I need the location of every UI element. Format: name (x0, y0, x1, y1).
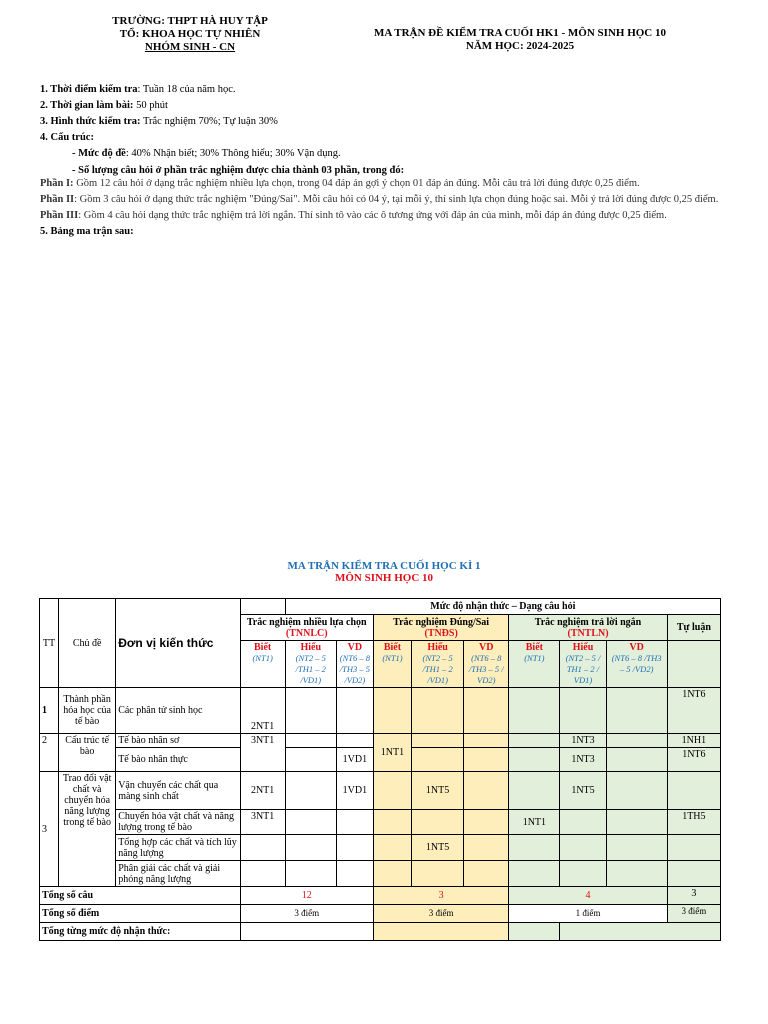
level-code: (NT2 – 5 /TH1 – 2 /VD1) (295, 653, 326, 685)
total-levels-cell (373, 923, 508, 941)
total-levels-label: Tổng từng mức độ nhận thức: (40, 923, 241, 941)
matrix-title: MA TRẬN KIỂM TRA CUỐI HỌC KÌ 1 (287, 560, 481, 572)
cell-chude: Thành phần hóa học của tế bào (59, 688, 116, 734)
group-tnnlc (240, 615, 373, 641)
level-hieu (412, 641, 464, 688)
intro-line-4b: - Số lượng câu hỏi ở phần trắc nghiệm được chia thành 03 phần, trong đó: (72, 165, 405, 176)
cell-empty (285, 688, 336, 734)
cell-empty (285, 835, 336, 861)
cell-value: 1NT5 (412, 835, 464, 861)
cell-empty (560, 810, 606, 835)
cell-donvi: Vận chuyển các chất qua màng sinh chất (116, 772, 240, 810)
col-chude: Chủ đề (59, 599, 116, 688)
cell-empty (285, 810, 336, 835)
level-label: Biết (254, 642, 272, 653)
cell-empty (606, 688, 667, 734)
cell-empty (285, 772, 336, 810)
school-name: TRƯỜNG: THPT HÀ HUY TẬP (112, 15, 268, 27)
cell-empty (509, 748, 560, 772)
intro-text: : Tuần 18 của năm học. (137, 84, 236, 95)
cell-value: 2NT1 (240, 688, 285, 734)
cell-empty (667, 772, 720, 810)
level-code: (NT6 – 8 /TH3 – 5 / VD2) (468, 653, 504, 685)
total-levels-cell (240, 923, 373, 941)
part-3 (40, 209, 745, 222)
empty-cell (667, 641, 720, 688)
cell-empty (509, 772, 560, 810)
intro-line-4a (40, 146, 745, 162)
intro-text: Trắc nghiệm 70%; Tự luận 30% (140, 116, 278, 127)
cell-value: 3NT1 (240, 734, 285, 772)
intro-text: Gồm 12 câu hỏi ở dạng trắc nghiệm nhiều lựa chọn, trong 04 đáp án gợi ý chọn 01 đáp án đúng. Mỗi câu trả lời đúng được 0,25 điểm. (73, 178, 640, 189)
group-tuluan: Tự luận (667, 615, 720, 641)
cell-empty (412, 748, 464, 772)
cell-value: 1VD1 (336, 772, 373, 810)
col-tt: TT (40, 599, 59, 688)
total-questions-tuluan: 3 (667, 887, 720, 905)
level-label: Biết (383, 642, 402, 653)
cell-value: 1NT5 (412, 772, 464, 810)
cell-empty (412, 861, 464, 887)
cell-value: 1NT5 (560, 772, 606, 810)
department-name: TỔ: KHOA HỌC TỰ NHIÊN (119, 28, 261, 40)
group-label: Trắc nghiệm nhiều lựa chọn (246, 616, 367, 628)
level-vd (336, 641, 373, 688)
level-code: (NT2 – 5 / TH1 – 2 / VD1) (565, 653, 601, 685)
cell-empty (560, 688, 606, 734)
level-label: Hiểu (572, 642, 594, 653)
cell-empty (336, 734, 373, 748)
cell-tt: 2 (40, 734, 59, 772)
cell-value: 1VD1 (336, 748, 373, 772)
school-year: NĂM HỌC: 2024-2025 (465, 40, 575, 52)
level-code: (NT1) (524, 653, 545, 663)
cell-value: 1NH1 (667, 734, 720, 748)
col-mucdo: Mức độ nhận thức – Dạng câu hỏi (285, 599, 720, 615)
intro-line-5: 5. Bảng ma trận sau: (40, 226, 134, 237)
level-label: Hiểu (300, 642, 322, 653)
total-points-tnds: 3 điểm (373, 905, 508, 923)
intro-label: Phần I: (40, 178, 74, 189)
level-hieu (560, 641, 606, 688)
cell-empty (285, 748, 336, 772)
cell-empty (667, 835, 720, 861)
cell-empty (336, 861, 373, 887)
total-points-row (40, 905, 721, 923)
cell-chude: Trao đổi vật chất và chuyển hóa năng lượng trong tế bào (59, 772, 116, 887)
cell-tt: 1 (40, 688, 59, 734)
cell-empty (240, 835, 285, 861)
cell-donvi: Chuyển hóa vật chất và năng lượng trong tế bào (116, 810, 240, 835)
group-name: NHÓM SINH - CN (144, 41, 236, 53)
cell-empty (509, 688, 560, 734)
table-row (40, 835, 721, 861)
total-questions-tnnlc: 12 (240, 887, 373, 905)
level-biet (240, 641, 285, 688)
group-label: Trắc nghiệm trả lời ngắn (534, 616, 642, 628)
total-questions-tntln: 4 (509, 887, 667, 905)
cell-value: 1NT6 (667, 748, 720, 772)
cell-empty (464, 835, 509, 861)
intro-label: 1. Thời điểm kiểm tra (40, 84, 138, 95)
cell-empty (412, 810, 464, 835)
cell-empty (560, 861, 606, 887)
total-questions-row (40, 887, 721, 905)
level-code: (NT1) (382, 653, 403, 663)
group-tnds (373, 615, 508, 641)
cell-empty (336, 835, 373, 861)
cell-value: 1NT3 (560, 734, 606, 748)
cell-empty (667, 861, 720, 887)
document-title: MA TRẬN ĐỀ KIỂM TRA CUỐI HK1 - MÔN SINH HỌC 10 (373, 27, 667, 39)
cell-empty (606, 748, 667, 772)
cell-empty (412, 688, 464, 734)
level-code: (NT2 – 5 /TH1 – 2 /VD1) (422, 653, 453, 685)
cell-value: 1TH5 (667, 810, 720, 835)
level-biet (373, 641, 411, 688)
level-code: (NT6 – 8 /TH3 – 5 /VD2) (611, 653, 662, 674)
level-label: Hiểu (427, 642, 448, 653)
cell-value: 1NT6 (667, 688, 720, 734)
empty-cell (240, 599, 285, 615)
cell-tt: 3 (40, 772, 59, 887)
matrix-table (39, 598, 721, 941)
intro-line-2 (40, 98, 745, 114)
cell-empty (373, 688, 411, 734)
total-questions-tnds: 3 (373, 887, 508, 905)
cell-value: 2NT1 (240, 772, 285, 810)
cell-empty (412, 734, 464, 748)
total-questions-label: Tổng số câu (40, 887, 241, 905)
cell-value: 3NT1 (240, 810, 285, 835)
total-points-tntln: 1 điểm (509, 905, 667, 923)
cell-value: 1NT3 (560, 748, 606, 772)
cell-empty (373, 835, 411, 861)
cell-empty (464, 772, 509, 810)
table-row (40, 772, 721, 810)
total-levels-row (40, 923, 721, 941)
cell-empty (606, 772, 667, 810)
total-points-label: Tổng số điểm (40, 905, 241, 923)
cell-empty (373, 861, 411, 887)
part-1 (40, 177, 745, 190)
table-row (40, 688, 721, 734)
cell-empty (509, 835, 560, 861)
level-hieu (285, 641, 336, 688)
group-label: Trắc nghiệm Đúng/Sai (393, 616, 490, 628)
intro-label: - Mức độ đề (72, 148, 126, 159)
cell-empty (373, 810, 411, 835)
table-row (40, 734, 721, 748)
matrix-subtitle: MÔN SINH HỌC 10 (334, 572, 434, 584)
intro-line-4: 4. Cấu trúc: (40, 132, 94, 143)
level-biet (509, 641, 560, 688)
intro-section (40, 82, 745, 238)
cell-empty (509, 734, 560, 748)
group-code: (TNĐS) (424, 627, 458, 639)
cell-empty (464, 861, 509, 887)
cell-donvi: Phân giải các chất và giải phóng năng lượng (116, 861, 240, 887)
group-tntln (509, 615, 667, 641)
cell-empty (336, 688, 373, 734)
cell-chude: Cấu trúc tế bào (59, 734, 116, 772)
cell-value: 1NT1 (373, 734, 411, 772)
cell-empty (464, 748, 509, 772)
level-code: (NT1) (252, 653, 273, 663)
total-points-tuluan: 3 điểm (667, 905, 720, 923)
intro-line-3 (40, 114, 745, 130)
level-label: VD (479, 642, 494, 653)
level-vd (464, 641, 509, 688)
group-code: (TNTLN) (567, 627, 609, 639)
intro-text: 50 phút (133, 100, 168, 111)
cell-empty (240, 861, 285, 887)
level-label: Biết (525, 642, 543, 653)
intro-label: Phần II (40, 194, 75, 205)
cell-empty (606, 810, 667, 835)
intro-text: : Gồm 3 câu hỏi ở dạng thức trắc nghiệm "Đúng/Sai". Mỗi câu hỏi có 04 ý, tại mỗi ý, thí sinh lựa chọn đúng hoặc sai. Mỗi ý trả lời đúng được 0,25 điểm. (74, 194, 719, 205)
cell-empty (464, 688, 509, 734)
total-levels-cell (560, 923, 721, 941)
cell-donvi: Các phân tử sinh học (116, 688, 240, 734)
cell-empty (373, 772, 411, 810)
cell-donvi: Tế bào nhân sơ (116, 734, 240, 748)
cell-donvi: Tế bào nhân thực (116, 748, 240, 772)
intro-line-1 (40, 82, 745, 98)
intro-text: : 40% Nhận biết; 30% Thông hiểu; 30% Vận dụng. (125, 148, 341, 159)
level-label: VD (347, 642, 363, 653)
cell-empty (509, 861, 560, 887)
header-row-1 (40, 599, 721, 615)
cell-empty (606, 835, 667, 861)
col-donvi: Đơn vị kiến thức (116, 599, 240, 688)
cell-empty (336, 810, 373, 835)
group-code: (TNNLC) (285, 627, 328, 639)
cell-empty (464, 734, 509, 748)
level-vd (606, 641, 667, 688)
intro-text: : Gồm 4 câu hỏi dạng thức trắc nghiệm trả lời ngắn. Thí sinh tô vào các ô tương ứng với đáp án của mình, mỗi đáp án đúng được 0,25 điểm. (78, 210, 667, 221)
table-row (40, 861, 721, 887)
cell-empty (285, 734, 336, 748)
part-2 (40, 193, 745, 206)
cell-value: 1NT1 (509, 810, 560, 835)
cell-empty (606, 861, 667, 887)
intro-label: 2. Thời gian làm bài: (40, 100, 134, 111)
cell-empty (464, 810, 509, 835)
cell-empty (560, 835, 606, 861)
intro-label: 3. Hình thức kiểm tra: (40, 116, 141, 127)
total-levels-cell (509, 923, 560, 941)
cell-empty (285, 861, 336, 887)
level-label: VD (629, 642, 644, 653)
level-code: (NT6 – 8 /TH3 – 5 /VD2) (339, 653, 370, 685)
total-points-tnnlc: 3 điểm (240, 905, 373, 923)
cell-empty (606, 734, 667, 748)
cell-donvi: Tổng hợp các chất và tích lũy năng lượng (116, 835, 240, 861)
school-header (80, 15, 300, 54)
document-header (360, 27, 680, 53)
intro-label: Phần III (40, 210, 79, 221)
table-row (40, 810, 721, 835)
